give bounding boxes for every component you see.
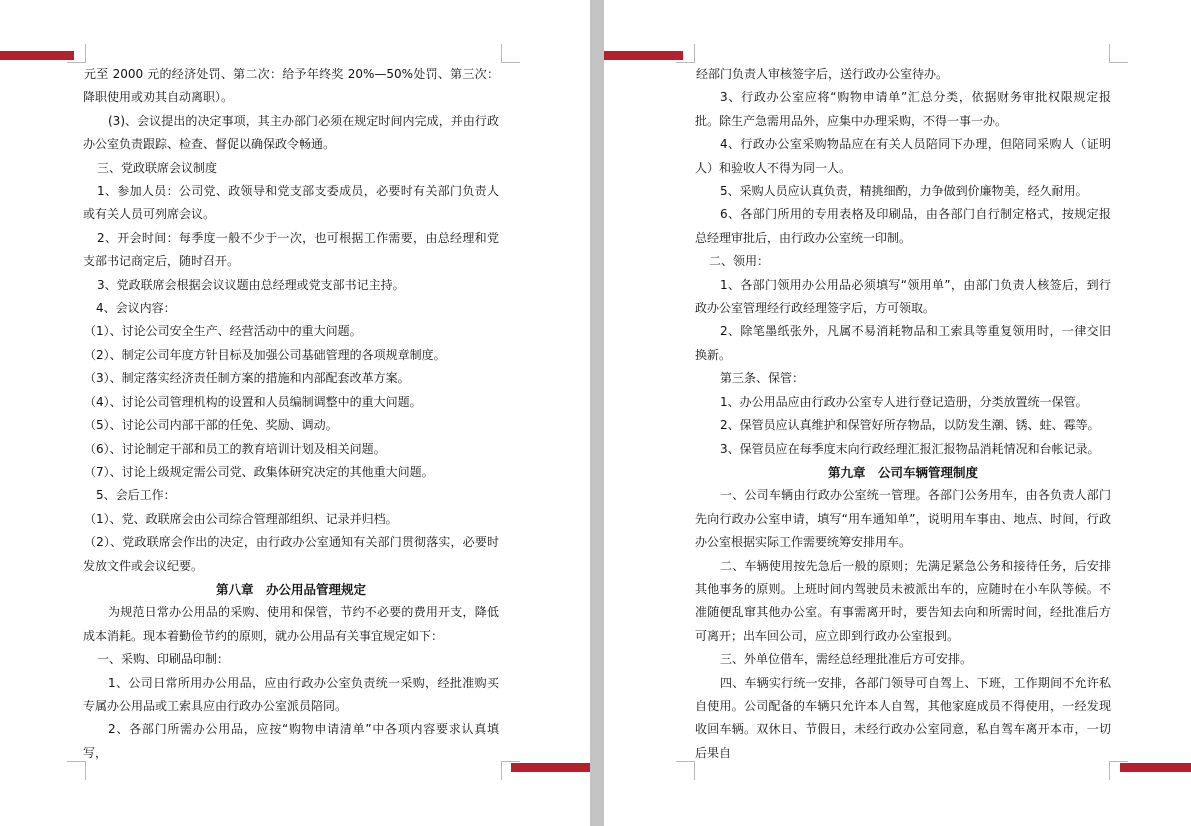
paragraph: 2、保管员应认真维护和保管好所存物品，以防发生潮、锈、蛀、霉等。 <box>720 418 1100 433</box>
paragraph: （3）、制定落实经济责任制方案的措施和内部配套改革方案。 <box>84 371 410 386</box>
footer-accent-bar <box>511 763 590 772</box>
paragraph: 1、公司日常所用办公用品，应由行政办公室负责统一采购，经批准购买专属办公用品或工索具应由行政办公室派员陪同。 <box>83 675 499 713</box>
paragraph: （7）、讨论上级规定需公司党、政集体研究决定的其他重大问题。 <box>84 464 434 479</box>
paragraph: 一、采购、印刷品印制： <box>97 652 230 667</box>
page-divider <box>590 0 604 826</box>
header-accent-bar <box>0 51 74 60</box>
page-body-left <box>83 63 499 765</box>
paragraph: 5、采购人员应认真负责，精挑细酌，力争做到价廉物美，经久耐用。 <box>720 184 1088 199</box>
margin-corner-mark <box>676 761 695 780</box>
margin-corner-mark <box>676 44 695 63</box>
paragraph: 二、领用： <box>709 254 770 269</box>
paragraph: 第三条、保管： <box>720 371 805 386</box>
paragraph: （2）、制定公司年度方针目标及加强公司基础管理的各项规章制度。 <box>84 347 446 362</box>
paragraph: 4、会议内容： <box>96 301 176 316</box>
margin-corner-mark <box>67 44 86 63</box>
paragraph: (3)、会议提出的决定事项，其主办部门必须在规定时间内完成，并由行政办公室负责跟踪、检查、督促以确保政令畅通。 <box>83 113 499 152</box>
paragraph: 1、各部门领用办公用品必须填写“领用单”，由部门负责人核签后，到行政办公室管理经行政经理签字后，方可领取。 <box>695 277 1111 316</box>
paragraph: 3、党政联席会根据会议议题由总经理或党支部书记主持。 <box>97 277 405 292</box>
chapter-heading: 第九章 公司车辆管理制度 <box>827 464 978 480</box>
paragraph: 4、行政办公室采购物品应在有关人员陪同下办理，但陪同采购人（证明人）和验收人不得为同一人。 <box>695 137 1111 175</box>
paragraph: 5、会后工作： <box>96 488 176 503</box>
paragraph: （1）、党、政联席会由公司综合管理部组织、记录并归档。 <box>84 511 398 526</box>
paragraph: 二、车辆使用按先急后一般的原则；先满足紧急公务和接待任务，后安排其他事务的原则。上班时间内驾驶员未被派出车的，应随时在小车队等候。不准随便乱窜其他办公室。有事需离开时，要告知去向和所需时间，经批准后方可离开；出车回公司，应立即到行政办公室报到。 <box>695 558 1111 643</box>
paragraph: 6、各部门所用的专用表格及印刷品，由各部门自行制定格式，按规定报总经理审批后，由行政办公室统一印制。 <box>695 207 1111 245</box>
paragraph: 1、参加人员：公司党、政领导和党支部支委成员，必要时有关部门负责人或有关人员可列席会议。 <box>83 184 499 222</box>
document-page-left <box>0 0 590 826</box>
document-page-right <box>604 0 1191 826</box>
paragraph: 三、党政联席会议制度 <box>97 160 218 175</box>
paragraph: （4）、讨论公司管理机构的设置和人员编制调整中的重大问题。 <box>84 394 422 409</box>
paragraph: （1）、讨论公司安全生产、经营活动中的重大问题。 <box>84 324 362 339</box>
paragraph: （6）、讨论制定干部和员工的教育培训计划及相关问题。 <box>84 441 386 456</box>
margin-corner-mark <box>501 44 520 63</box>
page-body-right <box>695 63 1111 765</box>
chapter-heading: 第八章 办公用品管理规定 <box>215 581 366 597</box>
paragraph: 1、办公用品应由行政办公室专人进行登记造册，分类放置统一保管。 <box>720 394 1088 409</box>
paragraph: 2、除笔墨纸张外，凡属不易消耗物品和工索具等重复领用时，一律交旧换新。 <box>695 324 1111 362</box>
paragraph: 2、各部门所需办公用品，应按“购物申请清单”中各项内容要求认真填写， <box>83 722 499 760</box>
paragraph: 三、外单位借车，需经总经理批准后方可安排。 <box>720 652 973 667</box>
margin-corner-mark <box>1109 44 1128 63</box>
paragraph: 元至 2000 元的经济处罚、第二次：给予年终奖 20%—50%处罚、第三次：降职使用或劝其自动离职）。 <box>83 67 499 105</box>
footer-accent-bar <box>1120 763 1191 772</box>
paragraph: （5）、讨论公司内部干部的任免、奖励、调动。 <box>84 418 338 433</box>
paragraph: 四、车辆实行统一安排，各部门领导可自驾上、下班，工作期间不允许私自使用。公司配备的车辆只允许本人自驾，其他家庭成员不得使用，一经发现收回车辆。双休日、节假日，未经行政办公室同意，私自驾车离开本市，一切后果自 <box>695 675 1111 760</box>
paragraph: 3、保管员应在每季度末向行政经理汇报汇报物品消耗情况和台帐记录。 <box>720 441 1100 456</box>
paragraph: （2）、党政联席会作出的决定，由行政办公室通知有关部门贯彻落实，必要时发放文件或会议纪要。 <box>83 535 499 573</box>
paragraph: 一、公司车辆由行政办公室统一管理。各部门公务用车，由各负责人部门先向行政办公室申请，填写“用车通知单”，说明用车事由、地点、时间，行政办公室根据实际工作需要统筹安排用车。 <box>695 488 1111 550</box>
paragraph: 2、开会时间：每季度一般不少于一次，也可根据工作需要，由总经理和党支部书记商定后，随时召开。 <box>83 230 499 269</box>
paragraph: 为规范日常办公用品的采购、使用和保管，节约不必要的费用开支，降低成本消耗。现本着勤俭节约的原则，就办公用品有关事宜规定如下： <box>83 605 499 643</box>
paragraph: 经部门负责人审核签字后，送行政办公室待办。 <box>696 67 949 81</box>
paragraph: 3、行政办公室应将“购物申请单”汇总分类，依据财务审批权限规定报批。除生产急需用品外，应集中办理采购，不得一事一办。 <box>695 90 1111 128</box>
header-accent-bar <box>604 51 683 60</box>
